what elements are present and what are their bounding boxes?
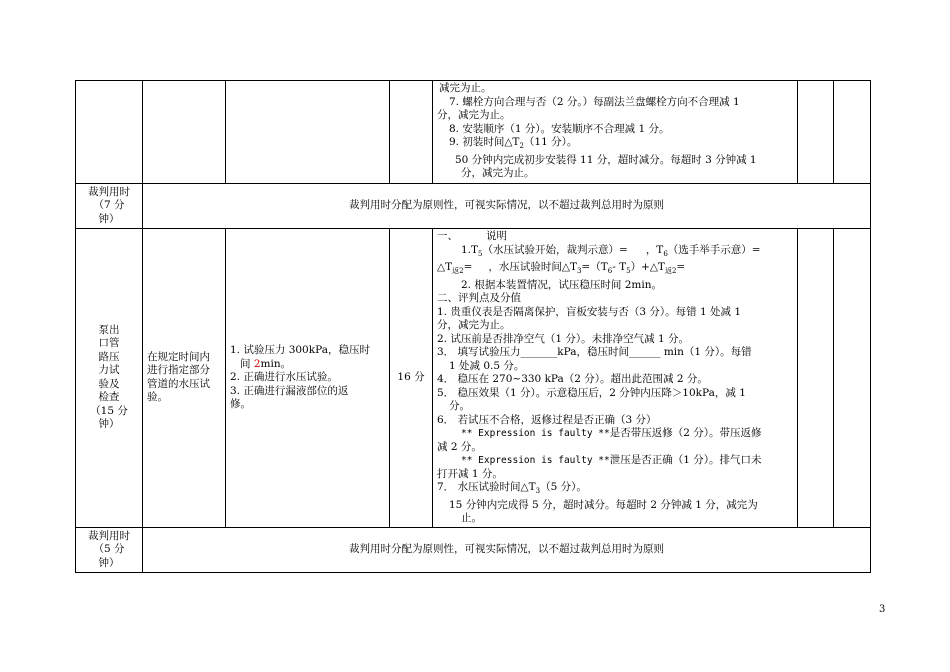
text-line: ** Expression is faulty **泄压是否正确（1 分）。排气口未 <box>461 454 762 467</box>
text-line: ** Expression is faulty **是否带压返修（2 分）。带压返修 <box>461 427 762 440</box>
continuation-row <box>76 81 871 184</box>
standard-cell <box>226 81 390 184</box>
judge-time-label: 裁判用时 （5 分 钟） <box>76 527 143 573</box>
standard-text: 1. 试验压力 300kPa，稳压时 间 2min。 2. 正确进行水压试验。 3. 正确进行漏液部位的返 修。 <box>226 229 390 528</box>
text-line: 2. 试压前是否排净空气（1 分）。未排净空气减 1 分。 <box>437 332 689 345</box>
extra-cell-2 <box>834 81 871 184</box>
text-line: 减完为止。 <box>439 82 492 94</box>
score-cell <box>390 81 433 184</box>
page-number: 3 <box>879 604 886 615</box>
judge-time-text: 裁判用时分配为原则性，可视实际情况，以不超过裁判总用时为原则 <box>143 183 871 229</box>
text-line: 7. 螺栓方向合理与否（2 分。）每副法兰盘螺栓方向不合理减 1 <box>449 95 740 108</box>
text-line: 分。 <box>449 400 470 413</box>
section-heading: 一、 说明 <box>437 230 507 243</box>
text-line: 1 处减 0.5 分。 <box>449 359 525 372</box>
item-cell <box>76 81 143 184</box>
text-line: $\triangle T_{返2}=$ ，水压试验时间$\triangle T_3=(T_6-$ $T_5)+\triangle T_{返2}=$ <box>437 261 686 276</box>
text-line: 止。 <box>461 512 482 525</box>
scoring-table <box>75 80 871 573</box>
text-line: 15 分钟内完成得 5 分，超时减分。每超时 2 分钟减 1 分，减完为 <box>449 498 758 511</box>
evaluation-content <box>433 229 798 528</box>
judge-time-row-2 <box>76 527 871 573</box>
text-line: 分，减完为止。 <box>437 319 511 332</box>
judge-time-label: 裁判用时 （7 分 钟） <box>76 183 143 229</box>
judge-time-row-1 <box>76 183 871 229</box>
text-line: 4． 稳压在 270~330 kPa（2 分）。超出此范围减 2 分。 <box>437 373 708 386</box>
text-line: 3． 填写试验压力_______kPa，稳压时间______ min（1 分）。每错 <box>437 346 752 359</box>
text-line: 分，减完为止。 <box>437 109 511 121</box>
section-heading: 二、评判点及分值 <box>437 292 521 305</box>
text-line: 7． 水压试验时间$\triangle T_3(5$ 分）。 <box>437 481 587 496</box>
requirement-text: 在规定时间内 进行指定部分 管道的水压试 验。 <box>143 229 226 528</box>
item-name: 泵出 口管 路压 力试 验及 检查 （15 分 钟） <box>76 229 143 528</box>
faulty-expression: ** Expression is faulty ** <box>461 428 610 440</box>
text-line: 50 分钟内完成初步安装得 11 分，超时减分。每超时 3 分钟减 1 <box>455 153 757 166</box>
text-line: 8. 安装顺序（1 分）。安装顺序不合理减 1 分。 <box>449 122 670 135</box>
extra-cell-2 <box>834 229 871 528</box>
pump-test-row <box>76 229 871 528</box>
text-line: 打开减 1 分。 <box>437 467 503 480</box>
text-line: 分，减完为止。 <box>461 167 535 180</box>
faulty-expression: ** Expression is faulty ** <box>461 455 610 467</box>
text-line: 1. 贵重仪表是否隔离保护，盲板安装与否（3 分）。每错 1 处减 1 <box>437 305 741 318</box>
score-value: 16 分 <box>390 229 433 528</box>
text-line: 5． 稳压效果（1 分）。示意稳压后，2 分钟内压降＞10kPa，减 1 <box>437 386 746 399</box>
content-cell <box>433 81 798 184</box>
text-line: 9. 初装时间$\triangle T_2(11$ 分）。 <box>449 136 578 151</box>
requirement-cell <box>143 81 226 184</box>
extra-cell-1 <box>798 229 834 528</box>
text-line: 减 2 分。 <box>437 440 482 453</box>
text-line: 6． 若试压不合格，返修过程是否正确（3 分） <box>437 413 657 426</box>
text-line: $1.T_5$（水压试验开始，裁判示意）= ，$T_6$（选手举手示意）= <box>461 243 761 258</box>
extra-cell-1 <box>798 81 834 184</box>
highlight-value: 2 <box>253 357 261 370</box>
text-line: 2. 根据本装置情况，试压稳压时间 2min。 <box>461 278 662 291</box>
judge-time-text: 裁判用时分配为原则性，可视实际情况，以不超过裁判总用时为原则 <box>143 527 871 573</box>
